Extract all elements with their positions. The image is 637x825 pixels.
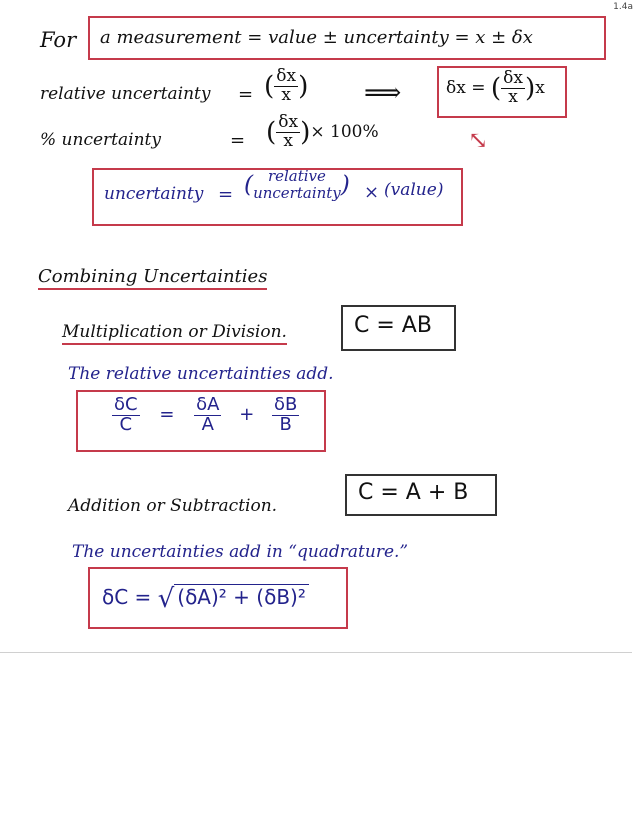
relative-sum-equals: = — [159, 404, 175, 426]
pct-times: × 100% — [310, 121, 379, 142]
relative-uncertainty-fraction: ( $\frac{\delta x}{x}$ ) — [264, 66, 309, 105]
percent-uncertainty-formula: ( $\frac{\delta x}{x}$ )× 100% — [266, 112, 379, 151]
da-den: A — [201, 413, 214, 435]
page-bottom-edge — [0, 652, 632, 653]
da-num: δA — [196, 394, 220, 415]
quadrature-formula: δC = √ (δA)² + (δB)² — [102, 584, 309, 614]
multiplication-heading-text: Multiplication or Division. — [62, 322, 287, 345]
combining-title — [38, 266, 267, 287]
uncertainty-times: × — [364, 182, 380, 203]
relative-uncertainty-label: relative uncertainty — [40, 84, 211, 104]
dx-den: x — [508, 86, 518, 107]
pct-num: δx — [278, 112, 299, 132]
quadrature-radicand: (δA)² + (δB)² — [174, 584, 309, 609]
page-number: 1.4a — [613, 2, 633, 12]
multiplication-heading — [62, 322, 287, 342]
percent-uncertainty-label: % uncertainty — [40, 130, 161, 150]
relative-uncertainty-group: ( relative uncertainty ) — [244, 167, 350, 202]
dx-num: δx — [503, 68, 523, 88]
dc-num: δC — [114, 394, 138, 415]
product-formula: C = AB — [354, 313, 432, 338]
rel-bottom-word: uncertainty — [253, 183, 341, 202]
uncertainty-equals: = — [218, 184, 234, 205]
pct-den: x — [283, 130, 293, 151]
implies-arrow: ⟹ — [364, 78, 402, 108]
addition-heading: Addition or Subtraction. — [68, 496, 278, 516]
delta-x-rhs: x — [535, 77, 545, 98]
relative-sum-formula — [112, 396, 299, 435]
rel-top-word: relative — [267, 167, 326, 185]
percent-uncertainty-equals: = — [230, 130, 246, 151]
db-den: B — [279, 413, 292, 435]
quadrature-lhs: δC = — [102, 585, 152, 609]
uncertainty-value: (value) — [384, 180, 444, 200]
sum-formula: C = A + B — [358, 480, 469, 505]
uncertainty-label: uncertainty — [104, 184, 204, 204]
for-label: For — [40, 28, 77, 52]
relative-sum-plus: + — [239, 404, 255, 426]
multiplication-rule: The relative uncertainties add. — [68, 364, 334, 384]
rel-den: x — [281, 84, 291, 105]
dc-den: C — [119, 413, 133, 435]
relative-uncertainty-equals: = — [238, 84, 254, 105]
addition-rule: The uncertainties add in “quadrature.” — [72, 542, 409, 562]
delta-x-formula: δx = ( $\frac{\delta x}{x}$ )x — [446, 68, 545, 107]
double-arrow-icon: ⤡ — [468, 126, 489, 154]
db-num: δB — [274, 394, 298, 415]
rel-num: δx — [276, 66, 297, 86]
delta-x-lhs: δx = — [446, 77, 486, 98]
combining-title-text: Combining Uncertainties — [38, 266, 267, 290]
definition-sentence: a measurement = value ± uncertainty = x ± δx — [100, 27, 533, 48]
